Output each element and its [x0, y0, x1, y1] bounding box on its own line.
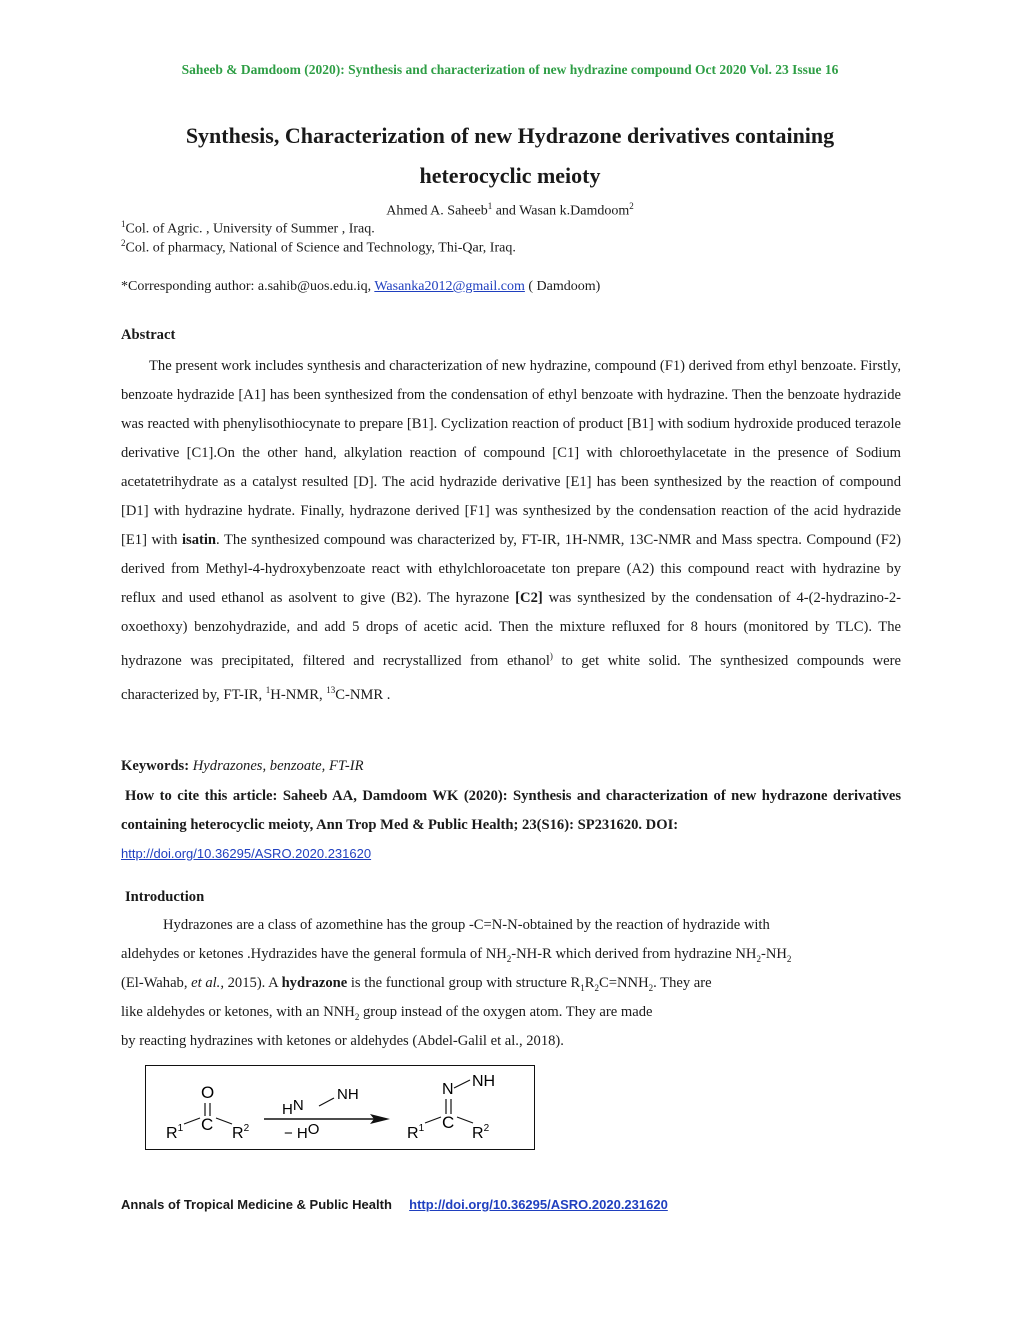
- product-nh2: NH: [472, 1073, 496, 1090]
- reactant-oxygen: O: [201, 1083, 215, 1102]
- footer-journal: Annals of Tropical Medicine & Public Health: [121, 1197, 392, 1212]
- affiliation-1: $^1$Col. of Agric. , University of Summer , Iraq.: [121, 219, 375, 237]
- product-nn-bond: [454, 1080, 470, 1088]
- corresponding-author: *Corresponding author: a.sahib@uos.edu.iq, Wasanka2012@gmail.com ( Damdoom): [121, 279, 601, 294]
- hydrazone-term: hydrazone: [281, 975, 348, 991]
- product-nitrogen: N: [442, 1081, 454, 1098]
- intro-line-2: aldehydes or ketones .Hydrazides have the general formula of $NH_2-NH-R$ which derived from hydrazine $NH_2-NH_2$: [121, 946, 792, 964]
- author-1-affil: 1: [487, 201, 493, 211]
- intro-line-5: by reacting hydrazines with ketones or aldehydes (Abdel-Galil et al., 2018).: [121, 1033, 564, 1049]
- reactant-r1: $R^1$: [166, 1123, 184, 1142]
- product-r2: $R^2$: [472, 1123, 490, 1142]
- reagent-nh2: NH: [337, 1086, 359, 1103]
- cite-doi: [121, 846, 371, 863]
- isatin-term: isatin: [181, 532, 217, 548]
- product-bond-r2: [457, 1117, 473, 1123]
- email-link[interactable]: Wasanka2012@gmail.com: [374, 279, 525, 294]
- author-2: and Wasan k.Damdoom: [492, 203, 630, 219]
- intro-line-4: like aldehydes or ketones, with an $NNH_2$ group instead of the oxygen atom. They are made: [121, 1004, 653, 1022]
- reagent-bond: [319, 1098, 334, 1106]
- introduction-heading: Introduction: [125, 889, 205, 905]
- abstract-heading: Abstract: [121, 327, 176, 343]
- author-1: Ahmed A. Saheeb: [386, 203, 488, 219]
- cite-doi-link[interactable]: http://doi.org/10.36295/ASRO.2020.231620: [121, 846, 372, 861]
- running-header: Saheeb & Damdoom (2020): Synthesis and characterization of new hydrazine compound Oct 2020 Vol. 23 Issue 16: [181, 62, 839, 77]
- reagent-hydrazine: HN: [282, 1097, 304, 1118]
- reactant-bond-r2: [216, 1118, 232, 1124]
- footer: [121, 1197, 668, 1212]
- how-to-cite: How to cite this article: Saheeb AA, Damdoom WK (2020): Synthesis and characterization of new hydrazone derivatives containing heterocyclic meioty, Ann Trop Med & Public Health; 23(S16): SP231620. DOI:: [121, 788, 901, 833]
- paper-title-line2: heterocyclic meioty: [419, 163, 601, 188]
- authors: [0, 201, 1020, 220]
- product-bond-r1: [425, 1117, 441, 1123]
- byproduct-water: − HO: [284, 1121, 320, 1142]
- abstract-body: The present work includes synthesis and characterization of new hydrazine, compound (F1) derived from ethyl benzoate. Firstly, benzoate hydrazide [A1] has been synthesized from the condensation of ethyl benzoate with hydrazine. Then the benzoate hydrazide was reacted with phenylisothiocynate to prepare [B1]. Cyclization reaction of product [B1] with sodium hydroxide produced terazole derivative [C1].On the other hand, alkylation reaction of compound [C1] with chloroethylacetate in the presence of Sodium acetatetrihydrate as a catalyst resulted [D]. The acid hydrazide derivative [E1] has been synthesized by the reaction of compound [D1] with hydrazine hydrate. Finally, hydrazone derived [F1] was synthesized by the condensation reaction of the acid hydrazide [E1] with isatin. The synthesized compound was characterized by, FT-IR, 1H-NMR, 13C-NMR and Mass spectra. Compound (F2) derived from Methyl-4-hydroxybenzoate react with ethylchloroacetate ton prepare (A2) this compound react with hydrazine by reflux and used ethanol as asolvent to give (B2). The hyrazone [C2] was synthesized by the condensation of 4-(2-hydrazino-2-oxoethoxy) benzohydrazide, and add 5 drops of acetic acid. Then the mixture refluxed for 8 hours (monitored by TLC). The hydrazone was precipitated, filtered and recrystallized from ethanol) to get white solid. The synthesized compounds were characterized by, FT-IR, $^1$H-NMR, $^{13}$C-NMR .: [121, 358, 901, 703]
- footer-doi-link[interactable]: http://doi.org/10.36295/ASRO.2020.231620: [409, 1197, 668, 1212]
- affiliation-2: $^2$Col. of pharmacy, National of Science and Technology, Thi-Qar, Iraq.: [121, 238, 516, 256]
- reaction-scheme: [145, 1065, 535, 1150]
- product-carbon: C: [442, 1113, 455, 1132]
- reactant-r2: $R^2$: [232, 1123, 250, 1142]
- reactant-carbon: C: [201, 1115, 214, 1134]
- reaction-scheme-drawing: [146, 1066, 534, 1149]
- keywords: Keywords: Hydrazones, benzoate, FT-IR: [121, 758, 364, 774]
- intro-line-1: Hydrazones are a class of azomethine has the group -C=N-N-obtained by the reaction of hydrazide with: [163, 917, 770, 933]
- product-r1: $R^1$: [407, 1123, 425, 1142]
- author-2-affil: 2: [629, 201, 634, 211]
- paper-title-line1: Synthesis, Characterization of new Hydrazone derivatives containing: [185, 123, 835, 148]
- reactant-bond-r1: [184, 1118, 200, 1124]
- intro-line-3: (El-Wahab, et al., 2015). A hydrazone is the functional group with structure $R_1R_2C=NNH_2$. They are: [121, 975, 712, 993]
